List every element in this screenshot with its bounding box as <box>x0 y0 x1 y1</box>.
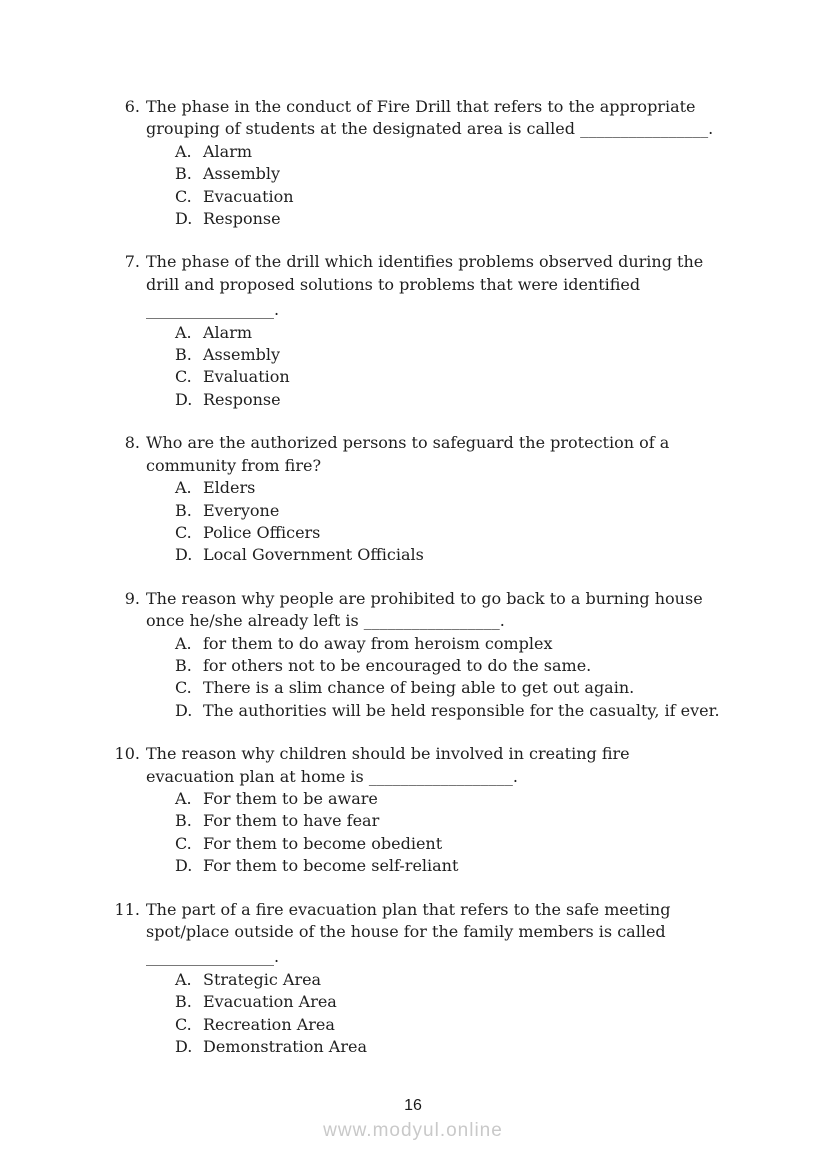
option-text: Assembly <box>203 164 281 184</box>
question-text-line: Who are the authorized persons to safeguard the protection of a <box>146 433 670 453</box>
option-text: For them to be aware <box>203 788 378 808</box>
answer-option <box>175 969 670 991</box>
quiz-content <box>104 96 720 1058</box>
question-text-line: once he/she already left is _________________. <box>146 611 505 631</box>
options-list <box>175 141 713 231</box>
options-list <box>175 633 720 723</box>
option-letter: C. <box>175 522 192 542</box>
answer-blank-line: ________________. <box>146 947 280 967</box>
option-letter: B. <box>175 992 192 1012</box>
option-text: Assembly <box>203 345 281 365</box>
option-letter: C. <box>175 678 192 698</box>
option-text: Everyone <box>203 500 280 520</box>
answer-option <box>175 522 669 544</box>
option-text: Evacuation <box>203 186 294 206</box>
option-text: The authorities will be held responsible for the casualty, if ever. <box>203 700 720 720</box>
answer-option <box>175 700 720 722</box>
question-number: 9. <box>124 588 140 608</box>
question-6 <box>104 96 720 230</box>
option-text: Elders <box>203 478 256 498</box>
question-text-line: The phase of the drill which identifies problems observed during the <box>146 252 704 272</box>
question-text-line: community from fire? <box>146 455 322 475</box>
option-letter: B. <box>175 500 192 520</box>
option-text: Evacuation Area <box>203 992 337 1012</box>
option-letter: A. <box>175 478 192 498</box>
option-text: Strategic Area <box>203 969 322 989</box>
option-letter: D. <box>175 209 193 229</box>
answer-option <box>175 833 630 855</box>
question-text-line: grouping of students at the designated area is called ________________. <box>146 119 714 139</box>
option-letter: C. <box>175 833 192 853</box>
option-text: Alarm <box>203 322 253 342</box>
answer-option <box>175 500 669 522</box>
option-letter: D. <box>175 700 193 720</box>
question-body <box>146 899 670 1059</box>
option-letter: C. <box>175 186 192 206</box>
question-body <box>146 588 720 722</box>
option-letter: B. <box>175 345 192 365</box>
option-text: There is a slim chance of being able to get out again. <box>203 678 635 698</box>
options-list <box>175 322 703 412</box>
question-text-line: drill and proposed solutions to problems that were identified <box>146 274 641 294</box>
question-text-line: The reason why children should be involved in creating fire <box>146 744 630 764</box>
option-letter: D. <box>175 856 193 876</box>
question-text-line: The part of a fire evacuation plan that refers to the safe meeting <box>146 899 671 919</box>
option-letter: D. <box>175 389 193 409</box>
question-9 <box>104 588 720 722</box>
option-letter: A. <box>175 322 192 342</box>
answer-option <box>175 1036 670 1058</box>
question-text-line: spot/place outside of the house for the family members is called <box>146 922 666 941</box>
option-text: Police Officers <box>203 522 321 542</box>
answer-option <box>175 991 670 1013</box>
option-letter: A. <box>175 788 192 808</box>
answer-option <box>175 677 720 699</box>
option-text: Demonstration Area <box>203 1037 368 1057</box>
answer-option <box>175 344 703 366</box>
option-letter: C. <box>175 1014 192 1034</box>
question-text-line: evacuation plan at home is __________________. <box>146 766 518 786</box>
option-text: Response <box>203 209 281 229</box>
answer-option <box>175 788 630 810</box>
answer-blank-line: ________________. <box>146 300 280 320</box>
answer-option <box>175 633 720 655</box>
question-11 <box>104 899 720 1059</box>
option-letter: B. <box>175 164 192 184</box>
options-list <box>175 477 669 567</box>
watermark: www.modyul.online <box>323 1120 503 1141</box>
question-number: 8. <box>124 433 140 453</box>
option-text: for them to do away from heroism complex <box>203 633 553 653</box>
question-text-line: The reason why people are prohibited to go back to a burning house <box>146 588 703 608</box>
option-letter: A. <box>175 969 192 989</box>
answer-option <box>175 389 703 411</box>
answer-option <box>175 544 669 566</box>
answer-option <box>175 322 703 344</box>
question-10 <box>104 743 720 877</box>
answer-option <box>175 810 630 832</box>
answer-option <box>175 163 713 185</box>
question-text-line: The phase in the conduct of Fire Drill that refers to the appropriate <box>146 97 696 116</box>
option-text: Local Government Officials <box>203 545 424 565</box>
answer-option <box>175 141 713 163</box>
question-body <box>146 743 630 877</box>
option-letter: A. <box>175 141 192 161</box>
page-number: 16 <box>404 1097 422 1114</box>
question-number: 6. <box>124 97 140 116</box>
option-letter: B. <box>175 811 192 831</box>
answer-option <box>175 477 669 499</box>
question-number: 7. <box>124 252 140 272</box>
question-body <box>146 251 703 411</box>
option-letter: C. <box>175 367 192 387</box>
question-8 <box>104 432 720 566</box>
option-letter: B. <box>175 655 192 675</box>
answer-option <box>175 366 703 388</box>
options-list <box>175 969 670 1059</box>
option-letter: D. <box>175 545 193 565</box>
option-text: Response <box>203 389 281 409</box>
question-body <box>146 432 669 566</box>
option-text: Evaluation <box>203 367 290 387</box>
option-text: For them to have fear <box>203 811 380 831</box>
question-number: 11. <box>114 899 140 919</box>
option-text: For them to become obedient <box>203 833 443 853</box>
option-text: For them to become self-reliant <box>203 856 459 876</box>
option-text: Recreation Area <box>203 1014 335 1034</box>
question-number: 10. <box>114 744 140 764</box>
question-body <box>146 96 713 230</box>
option-text: for others not to be encouraged to do the same. <box>203 655 592 675</box>
answer-option <box>175 855 630 877</box>
answer-option <box>175 655 720 677</box>
option-text: Alarm <box>203 141 253 161</box>
answer-option <box>175 1014 670 1036</box>
question-7 <box>104 251 720 411</box>
answer-option <box>175 208 713 230</box>
options-list <box>175 788 630 878</box>
option-letter: D. <box>175 1037 193 1057</box>
option-letter: A. <box>175 633 192 653</box>
answer-option <box>175 186 713 208</box>
